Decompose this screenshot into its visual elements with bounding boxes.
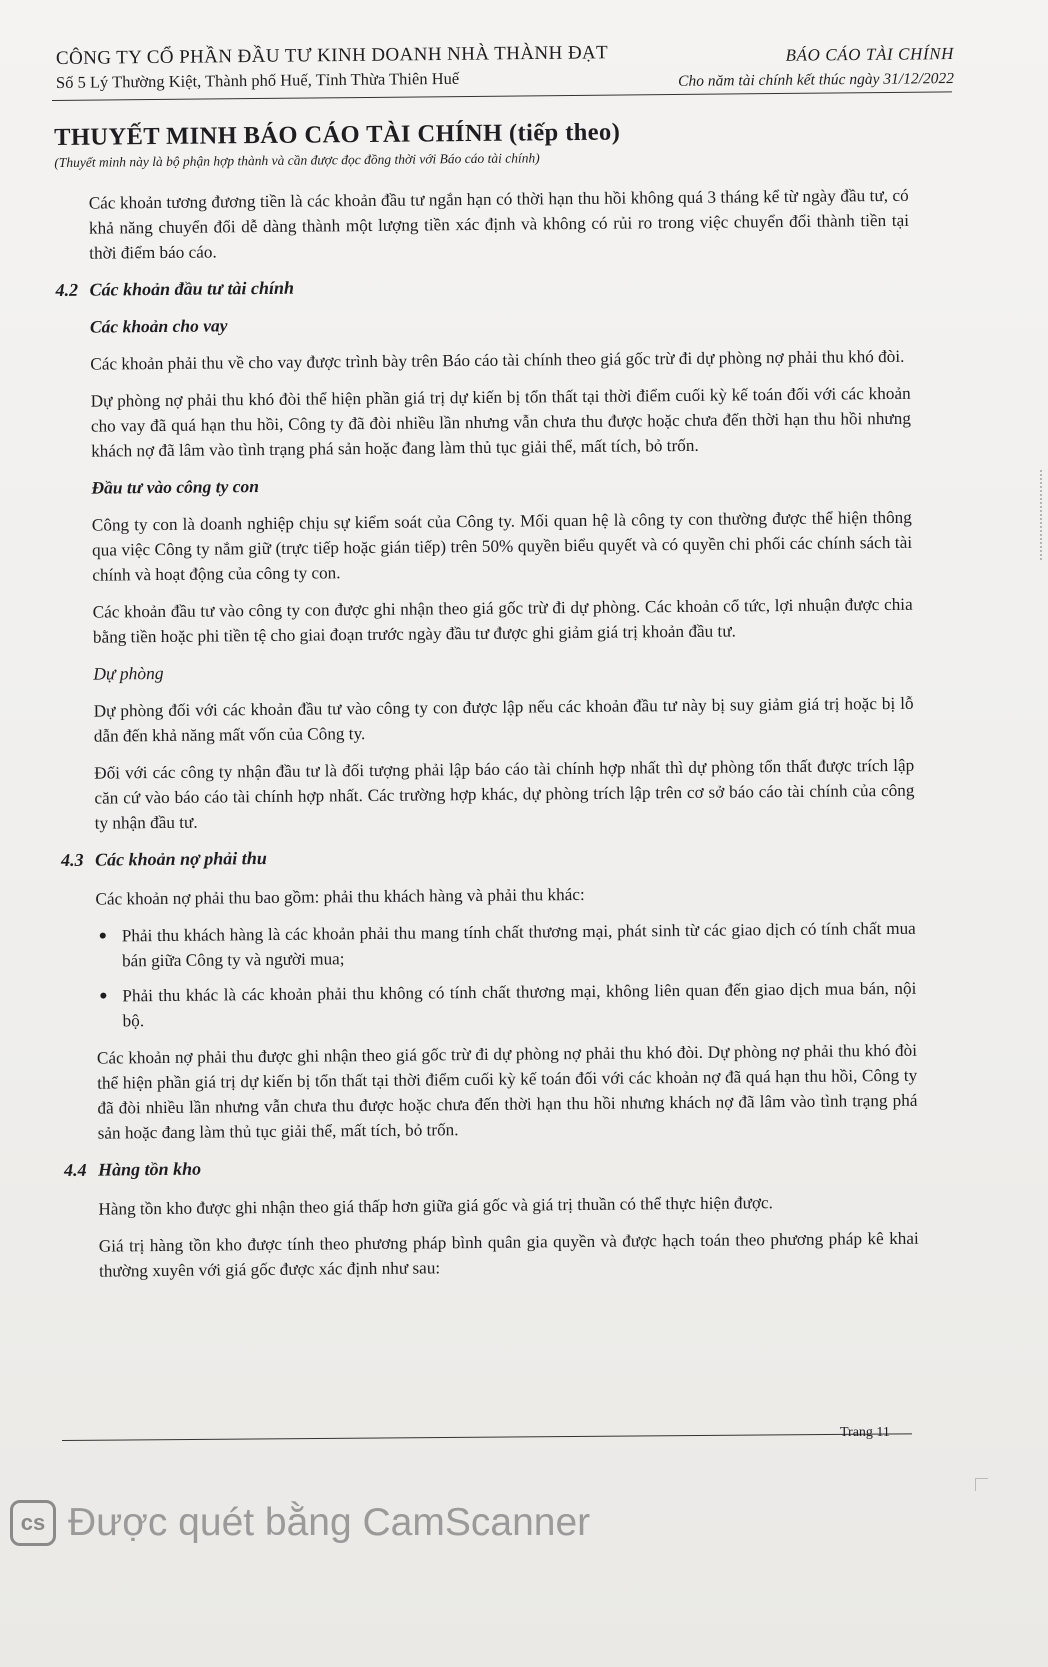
- list-item-text: Phải thu khách hàng là các khoản phải thu mang tính chất thương mại, phát sinh từ các giao dịch có tính chất mua bán giữa Công ty và người mua;: [121, 918, 916, 971]
- receivables-paragraph-1: Các khoản nợ phải thu bao gồm: phải thu khách hàng và phải thu khác:: [95, 884, 585, 909]
- subsection-provision-heading: Dự phòng: [93, 662, 164, 684]
- inventory-paragraph-2: Giá trị hàng tồn kho được tính theo phương pháp bình quân gia quyền và được hạch toán theo phương pháp kê khai thường xuyên với giá gốc được xác định như sau:: [98, 1228, 919, 1281]
- bullet-icon: [100, 933, 106, 939]
- watermark-text: Được quét bằng CamScanner: [68, 1501, 591, 1544]
- company-name: CÔNG TY CỔ PHẦN ĐẦU TƯ KINH DOANH NHÀ THÀNH ĐẠT: [55, 42, 609, 69]
- section-number: 4.2: [55, 279, 79, 300]
- section-4-2-heading: [55, 271, 975, 301]
- report-period: Cho năm tài chính kết thúc ngày 31/12/2022: [677, 70, 955, 90]
- header-left: [55, 42, 616, 93]
- section-title: Các khoản nợ phải thu: [94, 847, 267, 870]
- loans-paragraph-1: Các khoản phải thu về cho vay được trình bày trên Báo cáo tài chính theo giá gốc trừ đi dự phòng nợ phải thu khó đòi.: [90, 346, 905, 374]
- section-title: Các khoản đầu tư tài chính: [89, 277, 295, 300]
- list-item: [96, 976, 916, 1034]
- page-subtitle: (Thuyết minh này là bộ phận hợp thành và cần được đọc đồng thời với Báo cáo tài chính): [54, 150, 540, 170]
- subsidiaries-paragraph-1: Công ty con là doanh nghiệp chịu sự kiểm soát của Công ty. Mối quan hệ là công ty con thường được thể hiện thông qua việc Công ty nắm giữ (trực tiếp hoặc gián tiếp) trên 50% quyền biểu quyết và có quyền chi phối các chính sách tài chính và hoạt động của công ty con.: [91, 507, 913, 585]
- section-4-4-heading: [64, 1151, 984, 1181]
- camscanner-watermark: [10, 1500, 590, 1546]
- section-number: 4.4: [63, 1159, 87, 1180]
- receivables-bullet-list: [96, 916, 917, 1034]
- subsidiaries-paragraph-2: Các khoản đầu tư vào công ty con được ghi nhận theo giá gốc trừ đi dự phòng. Các khoản cổ tức, lợi nhuận được chia bằng tiền hoặc phi tiền tệ cho giai đoạn trước ngày đầu tư được ghi giảm giá trị khoản đầu tư.: [92, 594, 913, 647]
- provision-paragraph-1: Dự phòng đối với các khoản đầu tư vào công ty con được lập nếu các khoản đầu tư này bị suy giảm giá trị hoặc bị lỗ dẫn đến khả năng mất vốn của Công ty.: [93, 693, 914, 746]
- camscanner-logo-icon: cs: [10, 1500, 56, 1546]
- list-item: [96, 916, 916, 974]
- report-title: BÁO CÁO TÀI CHÍNH: [785, 44, 955, 65]
- page-content: [54, 115, 985, 1296]
- company-address: Số 5 Lý Thường Kiệt, Thành phố Huế, Tỉnh Thừa Thiên Huế: [55, 68, 460, 92]
- receivables-paragraph-2: Các khoản nợ phải thu được ghi nhận theo giá gốc trừ đi dự phòng nợ phải thu khó đòi. Dự phòng nợ phải thu khó đòi thể hiện phần giá trị dự kiến bị tổn thất tại thời điểm cuối kỳ kế toán đối với các khoản nợ đã quá hạn thu hồi, Công ty đã đòi nhiều lần nhưng vẫn chưa thu được hoặc chưa đến thời hạn thu hồi nhưng khách nợ đã lâm vào tình trạng phá sản hoặc đang làm thủ tục giải thể, mất tích, bỏ trốn.: [96, 1040, 918, 1143]
- bullet-icon: [100, 993, 106, 999]
- subsection-subsidiaries-heading: Đầu tư vào công ty con: [91, 476, 260, 498]
- subsection-loans-heading: Các khoản cho vay: [89, 315, 228, 337]
- inventory-paragraph-1: Hàng tồn kho được ghi nhận theo giá thấp hơn giữa giá gốc và giá trị thuần có thể thực hiện được.: [98, 1193, 774, 1219]
- header-right: [574, 44, 954, 88]
- page-title: THUYẾT MINH BÁO CÁO TÀI CHÍNH (tiếp theo): [54, 118, 621, 151]
- section-4-3-heading: [61, 841, 981, 871]
- scan-corner-mark: [975, 1478, 988, 1491]
- list-item-text: Phải thu khác là các khoản phải thu không có tính chất thương mại, không liên quan đến giao dịch mua bán, nội bộ.: [122, 978, 917, 1031]
- footer-divider: [62, 1433, 912, 1441]
- section-number: 4.3: [60, 849, 84, 870]
- page-number: Trang 11: [840, 1425, 890, 1440]
- scan-edge-marks: [1032, 470, 1042, 560]
- loans-paragraph-2: Dự phòng nợ phải thu khó đòi thể hiện phần giá trị dự kiến bị tổn thất tại thời điểm cuối kỳ kế toán đối với các khoản cho vay đã quá hạn thu hồi, Công ty đã đòi nhiều lần nhưng vẫn chưa thu được hoặc chưa đến thời hạn thu hồi nhưng khách nợ đã lâm vào tình trạng phá sản hoặc đang làm thủ tục giải thể, mất tích, bỏ trốn.: [90, 383, 911, 461]
- intro-paragraph: Các khoản tương đương tiền là các khoản đầu tư ngắn hạn có thời hạn thu hồi không quá 3 tháng kể từ ngày đầu tư, có khả năng chuyển đổi dễ dàng thành một lượng tiền xác định và không có rủi ro trong việc chuyển đổi thành tiền tại thời điểm báo cáo.: [88, 185, 910, 263]
- section-title: Hàng tồn kho: [97, 1158, 202, 1180]
- provision-paragraph-2: Đối với các công ty nhận đầu tư là đối tượng phải lập báo cáo tài chính hợp nhất thì dự phòng tổn thất được trích lập căn cứ vào báo cáo tài chính hợp nhất. Các trường hợp khác, dự phòng trích lập trên cơ sở báo cáo tài chính của công ty nhận đầu tư.: [94, 755, 915, 833]
